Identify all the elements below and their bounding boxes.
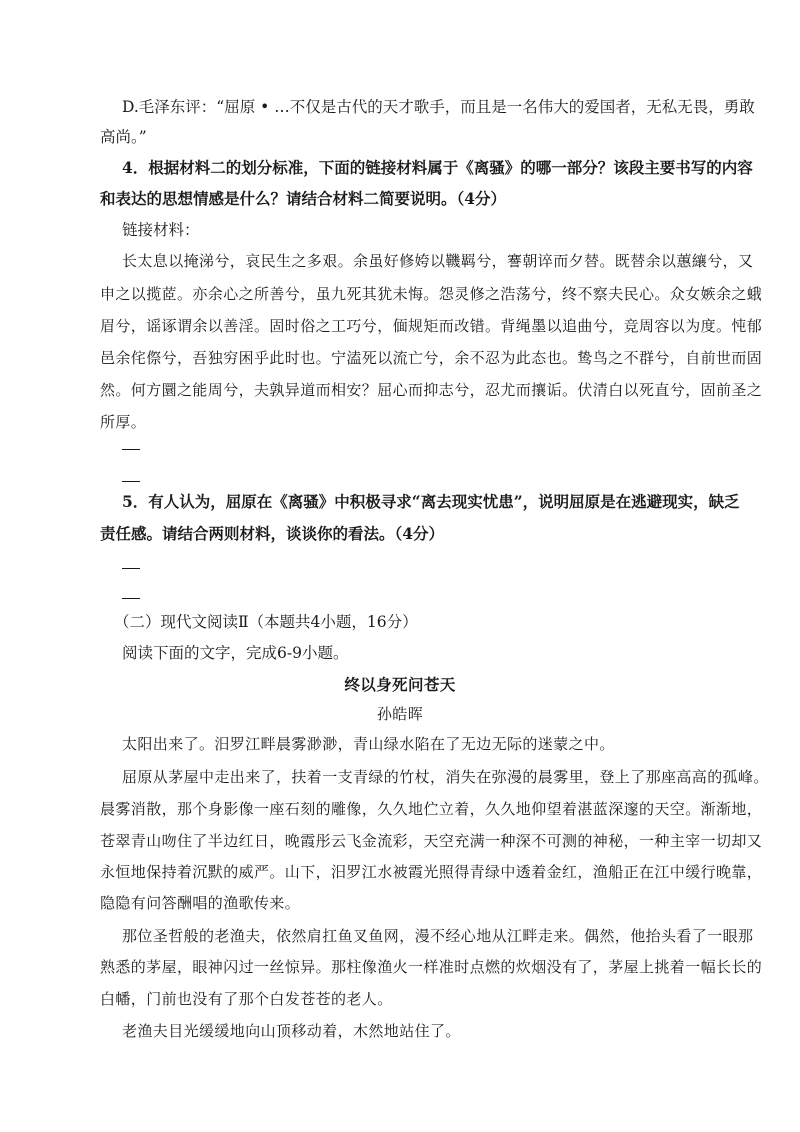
story-paragraph-1: 太阳出来了。汨罗江畔晨雾渺渺，青山绿水陷在了无边无际的迷蒙之中。 [122,735,615,753]
story-paragraph-3-line: 那位圣哲般的老渔夫，依然肩扛鱼叉鱼网，漫不经心地从江畔走来。偶然，他抬头看了一眼那 [122,927,754,945]
answer-blank [122,598,140,599]
question-5-line-1: 5．有人认为，屈原在《离骚》中积极寻求“离去现实忧患”，说明屈原是在逃避现实，缺乏 [122,492,740,511]
story-paragraph-2-line: 隐隐有问答酬唱的渔歌传来。 [100,894,301,912]
story-title: 终以身死问苍天 [344,676,456,694]
link-passage-line: 长太息以掩涕兮，哀民生之多艰。余虽好修姱以鞿羁兮，謇朝谇而夕替。既替余以蕙纕兮，又 [122,252,754,270]
story-paragraph-4: 老渔夫目光缓缓地向山顶移动着，木然地站住了。 [122,1022,461,1040]
link-passage-line: 申之以揽茝。亦余心之所善兮，虽九死其犹未悔。怨灵修之浩荡兮，终不察夫民心。众女嫉余之蛾 [100,285,763,303]
question-5-line-2: 责任感。请结合两则材料，谈谈你的看法。（4分） [100,524,445,543]
answer-blank [122,449,140,450]
story-paragraph-3-line: 熟悉的茅屋，眼神闪过一丝惊异。那柱像渔火一样准时点燃的炊烟没有了，茅屋上挑着一幅长长的 [100,958,763,976]
link-passage-line: 所厚。 [100,413,147,431]
story-paragraph-2-line: 苍翠青山吻住了半边红日，晚霞彤云飞金流彩，天空充满一种深不可测的神秘，一种主宰一切却又 [100,832,763,850]
story-author: 孙皓晖 [376,705,424,723]
story-paragraph-3-line: 白幡，门前也没有了那个白发苍苍的老人。 [100,990,393,1008]
story-paragraph-2-line: 晨雾消散，那个身影像一座石刻的雕像，久久地伫立着，久久地仰望着湛蓝深邃的天空。渐渐地， [100,800,763,818]
question-4-line-2: 和表达的思想情感是什么？请结合材料二简要说明。（4分） [100,189,507,208]
section-2-header: （二）现代文阅读Ⅱ（本题共4小题，16分） [114,613,418,631]
question-4-line-1: 4．根据材料二的划分标准，下面的链接材料属于《离骚》的哪一部分？该段主要书写的内容 [122,158,753,177]
option-d-line-2: 高尚。” [100,128,147,146]
section-2-instruction: 阅读下面的文字，完成6-9小题。 [122,644,349,662]
link-passage-line: 邑余侘傺兮，吾独穷困乎此时也。宁溘死以流亡兮，余不忍为此态也。鸷鸟之不群兮，自前世而固 [100,349,763,367]
link-passage-line: 然。何方圜之能周兮，夫孰异道而相安？屈心而抑志兮，忍尤而攘诟。伏清白以死直兮，固前圣之 [100,381,763,399]
story-paragraph-2-line: 屈原从茅屋中走出来了，扶着一支青绿的竹杖，消失在弥漫的晨雾里，登上了那座高高的孤峰。 [122,768,769,786]
link-material-label: 链接材料： [122,221,200,239]
link-passage-line: 眉兮，谣诼谓余以善淫。固时俗之工巧兮，偭规矩而改错。背绳墨以追曲兮，竞周容以为度。忳郁 [100,317,763,335]
answer-blank [122,568,140,569]
option-d-line-1: D.毛泽东评：“屈原 • …不仅是古代的天才歌手，而且是一名伟大的爱国者，无私无畏，勇敢 [122,98,755,116]
answer-blank [122,481,140,482]
story-paragraph-2-line: 永恒地保持着沉默的威严。山下，汨罗江水被霞光照得青绿中透着金红，渔船正在江中缓行晚靠， [100,863,763,881]
